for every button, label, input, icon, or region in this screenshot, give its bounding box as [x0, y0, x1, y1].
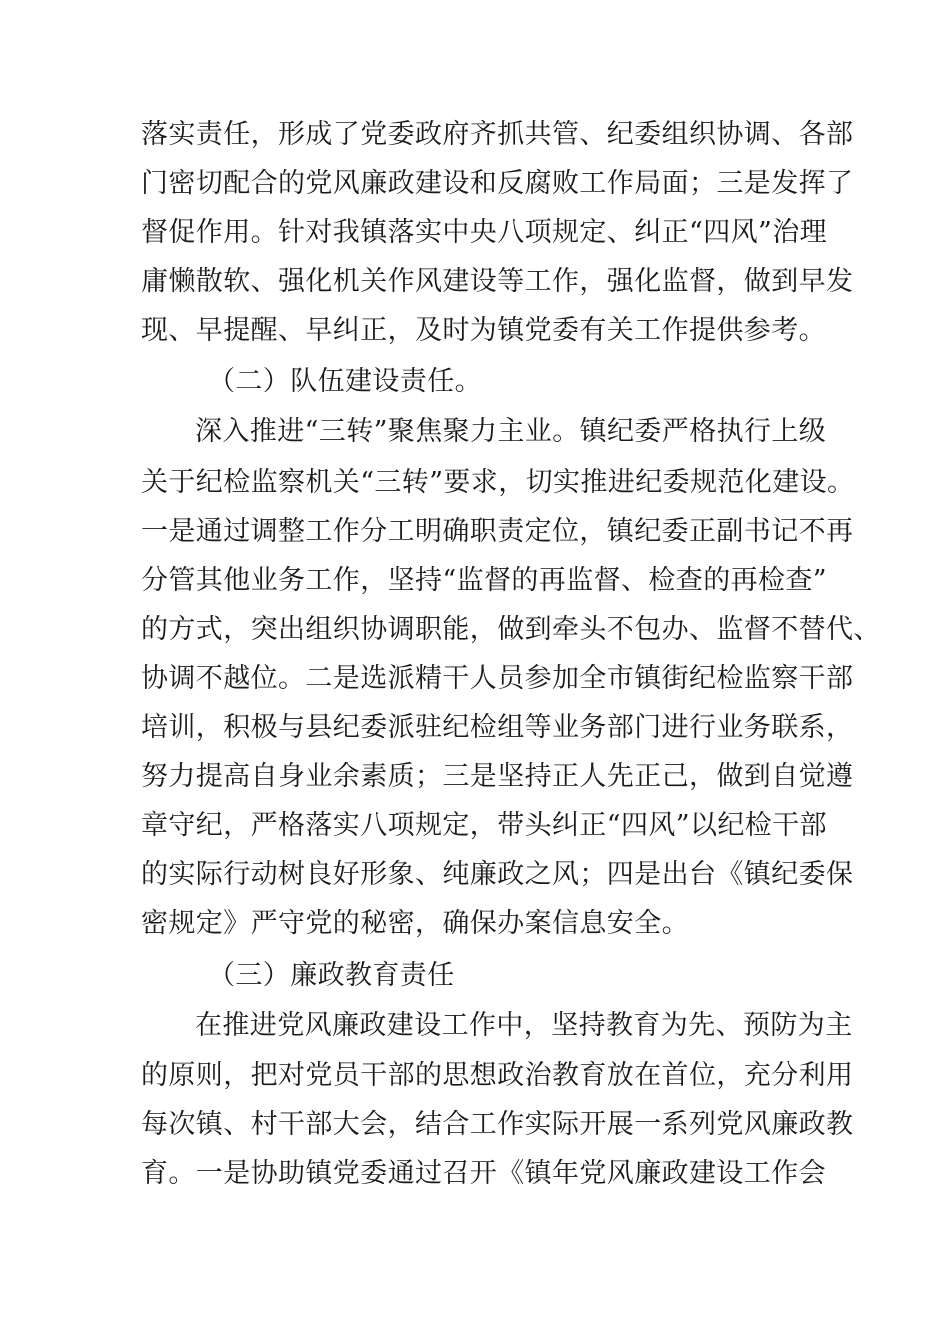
body-text-line: 分管其他业务工作，坚持“监督的再监督、检查的再检查” — [141, 565, 828, 596]
body-text-line: 的原则，把对党员干部的思想政治教育放在首位，充分利用 — [141, 1060, 854, 1091]
section-heading-integrity-education: （三）廉政教育责任 — [208, 960, 455, 991]
body-text-line: 门密切配合的党风廉政建设和反腐败工作局面；三是发挥了 — [141, 168, 854, 199]
body-text-line: 育。一是协助镇党委通过召开《镇年党风廉政建设工作会 — [141, 1158, 826, 1189]
body-text-line: 努力提高自身业余素质；三是坚持正人先正己，做到自觉遵 — [141, 761, 854, 792]
body-text-line: 每次镇、村干部大会，结合工作实际开展一系列党风廉政教 — [141, 1109, 854, 1140]
body-text-line: 的方式，突出组织协调职能，做到牵头不包办、监督不替代、 — [141, 614, 881, 645]
body-text-line: 培训，积极与县纪委派驻纪检组等业务部门进行业务联系， — [141, 712, 854, 743]
body-text-line: 关于纪检监察机关“三转”要求，切实推进纪委规范化建设。 — [141, 467, 855, 498]
body-text-line: 章守纪，严格落实八项规定，带头纠正“四风”以纪检干部 — [141, 810, 828, 841]
paragraph-first-line: 深入推进“三转”聚焦聚力主业。镇纪委严格执行上级 — [195, 416, 827, 447]
body-text-line: 督促作用。针对我镇落实中央八项规定、纠正“四风”治理 — [141, 217, 828, 248]
paragraph-first-line: 在推进党风廉政建设工作中，坚持教育为先、预防为主 — [195, 1010, 853, 1041]
body-text-line: 密规定》严守党的秘密，确保办案信息安全。 — [141, 908, 689, 939]
body-text-line: 落实责任，形成了党委政府齐抓共管、纪委组织协调、各部 — [141, 119, 854, 150]
body-text-line: 协调不越位。二是选派精干人员参加全市镇街纪检监察干部 — [141, 663, 854, 694]
body-text-line: 的实际行动树良好形象、纯廉政之风；四是出台《镇纪委保 — [141, 859, 854, 890]
section-heading-team-building: （二）队伍建设责任。 — [208, 366, 482, 397]
body-text-line: 现、早提醒、早纠正，及时为镇党委有关工作提供参考。 — [141, 315, 826, 346]
body-text-line: 庸懒散软、强化机关作风建设等工作，强化监督，做到早发 — [141, 266, 854, 297]
body-text-line: 一是通过调整工作分工明确职责定位，镇纪委正副书记不再 — [141, 516, 854, 547]
